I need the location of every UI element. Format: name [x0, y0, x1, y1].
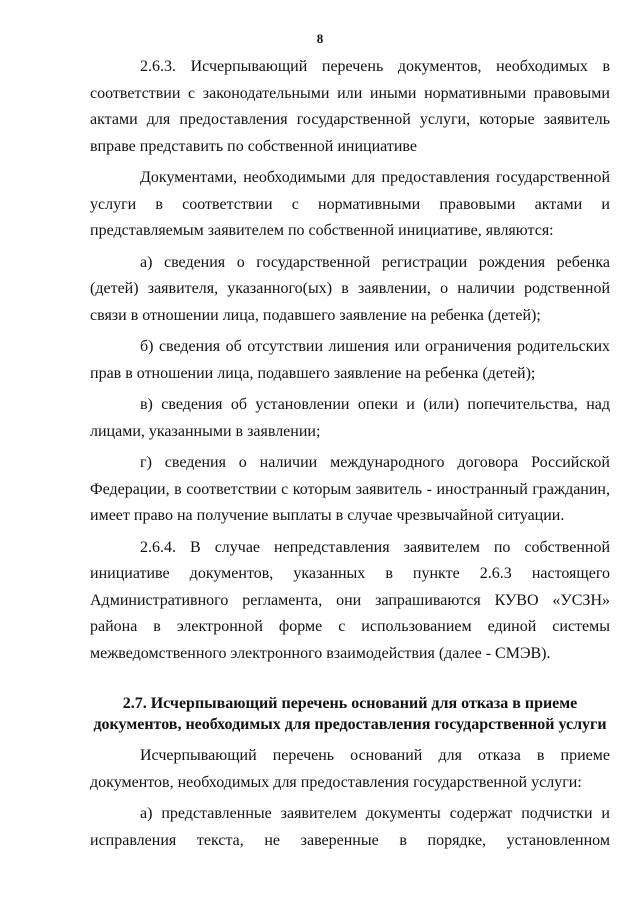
page-content	[90, 54, 610, 854]
section-2-6-3-intro: Документами, необходимыми для предоставления государственной услуги в соответствии с нормативными правовыми актами и представляемым заявителем по собственной инициативе, являются:	[90, 169, 610, 239]
section-2-6-4-paragraph: 2.6.4. В случае непредставления заявителем по собственной инициативе документов, указанных в пункте 2.6.3 настоящего Административного регламента, они запрашиваются КУВО «УСЗН» района в электронной форме с использованием единой системы межведомственного электронного взаимодействия (далее - СМЭВ).	[90, 538, 610, 662]
section-2-7-heading	[90, 693, 610, 735]
list-item-b: б) сведения об отсутствии лишения или ограничения родительских прав в отношении лица, подавшего заявление на ребенка (детей);	[90, 338, 610, 382]
list-item-g: г) сведения о наличии международного договора Российской Федерации, в соответствии с которым заявитель - иностранный гражданин, имеет право на получение выплаты в случае чрезвычайной ситуации.	[90, 454, 610, 524]
section-2-6-3-title: 2.6.3. Исчерпывающий перечень документов, необходимых в соответствии с законодательными или иными нормативными правовыми актами для предоставления государственной услуги, которые заявитель вправе представить по собственной инициативе	[90, 58, 610, 155]
section-2-7-item-a: а) представленные заявителем документы содержат подчистки и исправления текста, не заверенные в порядке, установленном	[90, 805, 610, 849]
section-2-7-heading-line-1: 2.7. Исчерпывающий перечень оснований для отказа в приеме	[122, 695, 578, 712]
list-item-v: в) сведения об установлении опеки и (или) попечительства, над лицами, указанными в заявлении;	[90, 396, 610, 440]
list-item-a: а) сведения о государственной регистрации рождения ребенка (детей) заявителя, указанного(ых) в заявлении, о наличии родственной связи в отношении лица, подавшего заявление на ребенка (детей);	[90, 253, 610, 324]
page-number: 8	[316, 31, 324, 46]
section-2-7-intro: Исчерпывающий перечень оснований для отказа в приеме документов, необходимых для предоставления государственной услуги:	[90, 747, 610, 791]
section-2-7-heading-line-2: документов, необходимых для предоставления государственной услуги	[93, 716, 607, 733]
